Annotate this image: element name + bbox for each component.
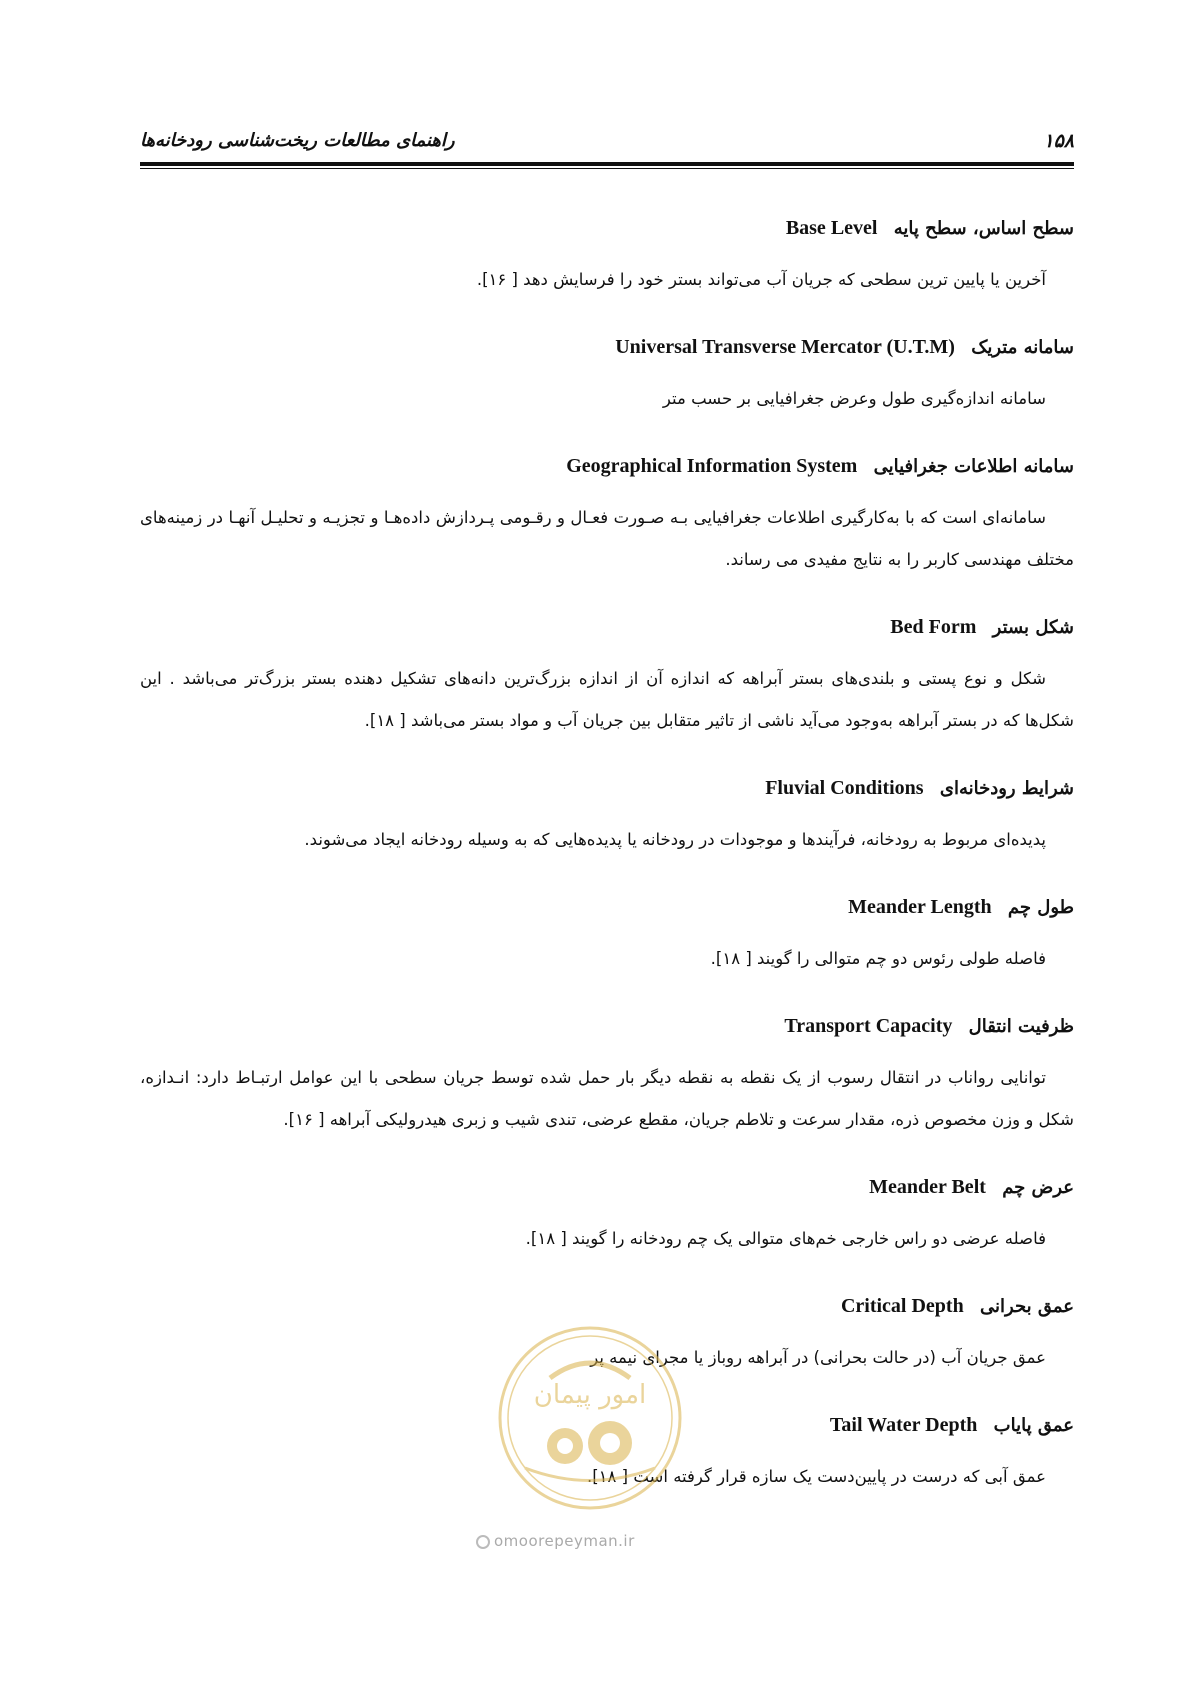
- glossary-entry: [140, 1174, 1074, 1260]
- entry-definition: پدیده‌ای مربوط به رودخانه، فرآیندها و موجودات در رودخانه یا پدیده‌هایی که به وسیله رودخانه ایجاد می‌شوند.: [304, 830, 1046, 849]
- entry-term: [140, 1013, 1074, 1039]
- entry-term: [140, 453, 1074, 479]
- book-title: راهنمای مطالعات ریخت‌شناسی رودخانه‌ها: [140, 130, 455, 151]
- term-english: Meander Length: [848, 896, 992, 918]
- entry-definition: سامانه‌ای است که با به‌کارگیری اطلاعات جغرافیایی بـه صـورت فعـال و رقـومی پـردازش داده‌هـا و تجزیـه و تحلیـل آنهـا در زمینه‌های مختلف مهندسی کاربر را به نتایج مفیدی می رساند.: [140, 508, 1074, 569]
- term-english: Fluvial Conditions: [765, 777, 924, 799]
- entry-definition: آخرین یا پایین ترین سطحی که جریان آب می‌تواند بستر خود را فرسایش دهد [ ۱۶].: [476, 270, 1046, 289]
- at-sign-icon: [476, 1535, 490, 1549]
- entry-definition: سامانه اندازه‌گیری طول وعرض جغرافیایی بر حسب متر: [662, 389, 1046, 408]
- entry-definition: عمق آبی که درست در پایین‌دست یک سازه قرار گرفته است [ ۱۸].: [586, 1467, 1046, 1486]
- term-english: Universal Transverse Mercator (U.T.M): [615, 336, 955, 358]
- watermark-seal-icon: [490, 1318, 690, 1518]
- entry-term: [140, 1174, 1074, 1200]
- watermark-text: امور پیمان: [533, 1380, 647, 1410]
- header-rule-thick: [140, 162, 1074, 166]
- term-persian: عرض چم: [1002, 1177, 1074, 1198]
- term-persian: شرایط رودخانه‌ای: [939, 778, 1074, 799]
- term-persian: طول چم: [1007, 897, 1074, 918]
- term-persian: سامانه متریک: [971, 337, 1074, 358]
- term-english: Critical Depth: [840, 1295, 964, 1317]
- entry-term: [140, 215, 1074, 241]
- entry-definition: عمق جریان آب (در حالت بحرانی) در آبراهه روباز یا مجرای نیمه پر: [590, 1348, 1046, 1367]
- term-english: Geographical Information System: [566, 455, 858, 477]
- glossary-entry: [140, 215, 1074, 301]
- term-english: Base Level: [785, 217, 878, 239]
- glossary-entry: [140, 1013, 1074, 1141]
- term-english: Bed Form: [890, 616, 977, 638]
- entry-definition: توانایی رواناب در انتقال رسوب از یک نقطه به نقطه دیگر بار حمل شده توسط جریان سطحی با این عوامل ارتبـاط دارد: انـدازه، شکل و وزن مخصوص ذره، مقدار سرعت و تلاطم جریان، مقطع عرضی، تندی شیب و زبری هیدرولیکی آبراهه [ ۱۶].: [140, 1068, 1074, 1129]
- entry-term: [140, 334, 1074, 360]
- glossary-entry: [140, 453, 1074, 581]
- entry-term: [140, 894, 1074, 920]
- term-english: Meander Belt: [869, 1176, 986, 1198]
- term-persian: شکل بستر: [992, 617, 1074, 638]
- entry-term: [140, 614, 1074, 640]
- term-persian: ظرفیت انتقال: [968, 1016, 1074, 1037]
- watermark-caption-text: omoorepeyman.ir: [494, 1532, 635, 1550]
- term-english: Transport Capacity: [784, 1015, 953, 1037]
- term-persian: عمق پایاب: [993, 1415, 1074, 1436]
- term-english: Tail Water Depth: [829, 1414, 978, 1436]
- page-number: ۱۵۸: [1043, 130, 1074, 152]
- entry-definition: شکل و نوع پستی و بلندی‌های بستر آبراهه که اندازه آن از اندازه بزرگ‌ترین دانه‌های تشکیل دهنده بستر بزرگ‌تر می‌باشد . این شکل‌ها که در بستر آبراهه به‌وجود می‌آید ناشی از تاثیر متقابل بین جریان آب و مواد بستر می‌باشد [ ۱۸].: [140, 669, 1074, 730]
- glossary-entry: [140, 334, 1074, 420]
- entry-definition: فاصله عرضی دو راس خارجی خم‌های متوالی یک چم رودخانه را گویند [ ۱۸].: [525, 1229, 1046, 1248]
- glossary-entry: [140, 614, 1074, 742]
- term-persian: سطح اساس، سطح پایه: [893, 218, 1074, 239]
- term-persian: سامانه اطلاعات جغرافیایی: [873, 456, 1074, 477]
- glossary-entry: [140, 775, 1074, 861]
- term-persian: عمق بحرانی: [980, 1296, 1074, 1317]
- entry-term: [140, 1293, 1074, 1319]
- glossary-entry: [140, 894, 1074, 980]
- watermark-caption: [476, 1532, 635, 1550]
- entry-term: [140, 775, 1074, 801]
- entry-definition: فاصله طولی رئوس دو چم متوالی را گویند [ ۱۸].: [710, 949, 1046, 968]
- header-rule-thin: [140, 168, 1074, 169]
